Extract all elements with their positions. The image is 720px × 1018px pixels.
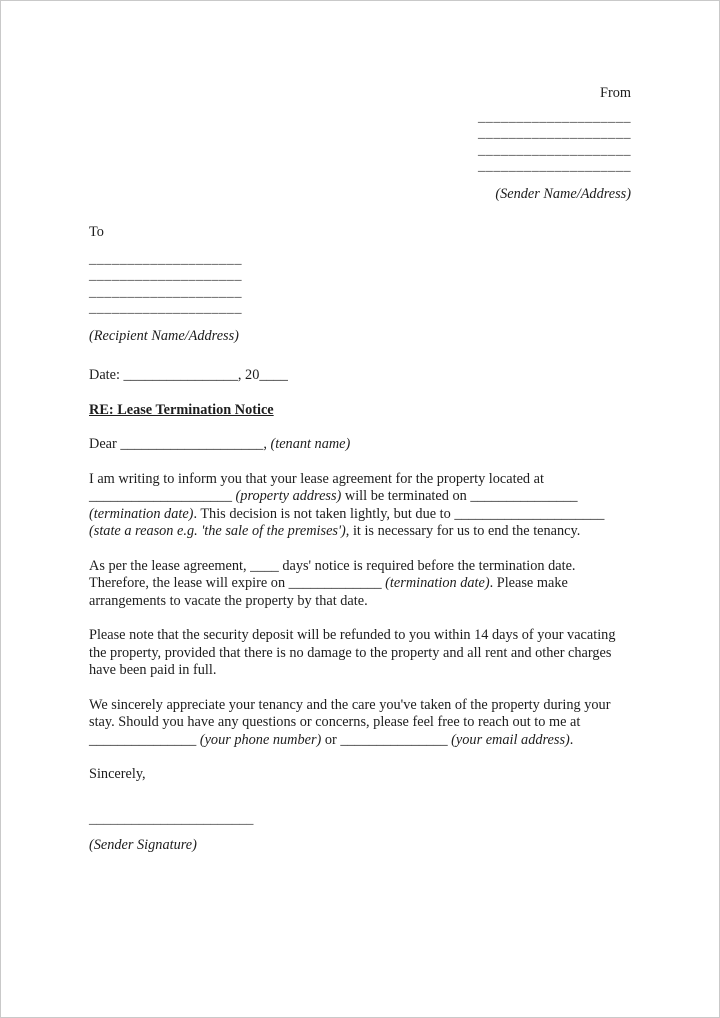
text-segment: (tenant name)	[270, 436, 351, 452]
text-segment: We sincerely appreciate your tenancy and the care you've taken of the property during your	[89, 696, 611, 713]
text-segment: Therefore, the lease will expire on _____________	[89, 575, 386, 591]
text-segment: _______________	[89, 731, 200, 748]
letter-line	[89, 471, 631, 489]
text-segment: , it is necessary for us to end the tenancy.	[345, 523, 581, 539]
to-label: To	[89, 224, 104, 240]
letter-paragraph-4	[89, 697, 631, 750]
signature-caption: (Sender Signature)	[89, 837, 197, 853]
blank-line: ____________________	[478, 125, 631, 141]
blank-line: ____________________	[478, 158, 631, 174]
text-segment: (your email address)	[451, 731, 570, 748]
letter-paragraph-1	[89, 471, 631, 541]
letter-line	[89, 558, 631, 576]
letter-line	[89, 575, 631, 593]
text-segment: . This decision is not taken lightly, but due to _____________________	[193, 505, 605, 522]
text-segment: .	[569, 731, 574, 748]
text-segment: (termination date)	[385, 575, 490, 591]
blank-line: ____________________	[89, 300, 242, 316]
date-line: Date: ________________, 20____	[89, 367, 288, 383]
letter-line	[89, 697, 631, 715]
text-segment: or _______________	[321, 731, 452, 748]
text-segment: Please note that the security deposit will be refunded to you within 14 days of your vacating	[89, 627, 616, 643]
text-segment: stay. Should you have any questions or concerns, please feel free to reach out to me at	[89, 714, 581, 730]
letter-line	[89, 732, 631, 750]
text-segment: the property, provided that there is no damage to the property and all rent and other charges	[89, 644, 612, 661]
closing-line: Sincerely,	[89, 766, 146, 782]
from-label: From	[600, 85, 631, 101]
letter-line	[89, 645, 631, 663]
letter-line	[89, 506, 631, 524]
letter-line	[89, 627, 631, 645]
letter-content	[1, 1, 719, 855]
text-segment: (property address)	[235, 488, 342, 504]
text-segment: arrangements to vacate the property by that date.	[89, 592, 368, 609]
recipient-caption: (Recipient Name/Address)	[89, 327, 239, 344]
blank-line: ____________________	[478, 141, 631, 158]
text-segment: I am writing to inform you that your lease agreement for the property located at	[89, 470, 544, 487]
blank-line: ____________________	[89, 250, 242, 267]
letter-paragraph-3	[89, 627, 631, 680]
text-segment: will be terminated on _______________	[341, 488, 578, 504]
text-segment: . Please make	[489, 575, 568, 591]
letter-line	[89, 488, 631, 506]
text-segment: As per the lease agreement, ____ days' notice is required before the termination date.	[89, 557, 576, 574]
letter-line	[89, 714, 631, 732]
greeting-line	[89, 436, 631, 454]
subject-line: RE: Lease Termination Notice	[89, 401, 274, 418]
text-segment: Dear ____________________,	[89, 436, 271, 452]
blank-line: ____________________	[478, 108, 631, 125]
sender-address-blanks	[89, 109, 631, 175]
letter-line	[89, 593, 631, 611]
letter-line	[89, 523, 631, 541]
letter-line	[89, 662, 631, 680]
from-section	[89, 85, 631, 203]
to-section	[89, 224, 631, 345]
text-segment: have been paid in full.	[89, 662, 217, 678]
blank-line: ____________________	[89, 267, 242, 283]
blank-line: ____________________	[89, 283, 242, 300]
letter-paragraph-2	[89, 558, 631, 611]
text-segment: (your phone number)	[199, 731, 322, 748]
text-segment: (termination date)	[89, 505, 194, 522]
text-segment: (state a reason e.g. 'the sale of the premises')	[89, 523, 346, 539]
text-segment: ____________________	[89, 488, 236, 504]
sender-caption: (Sender Name/Address)	[495, 185, 631, 202]
signature-line: _______________________	[89, 810, 254, 827]
recipient-address-blanks	[89, 251, 631, 317]
